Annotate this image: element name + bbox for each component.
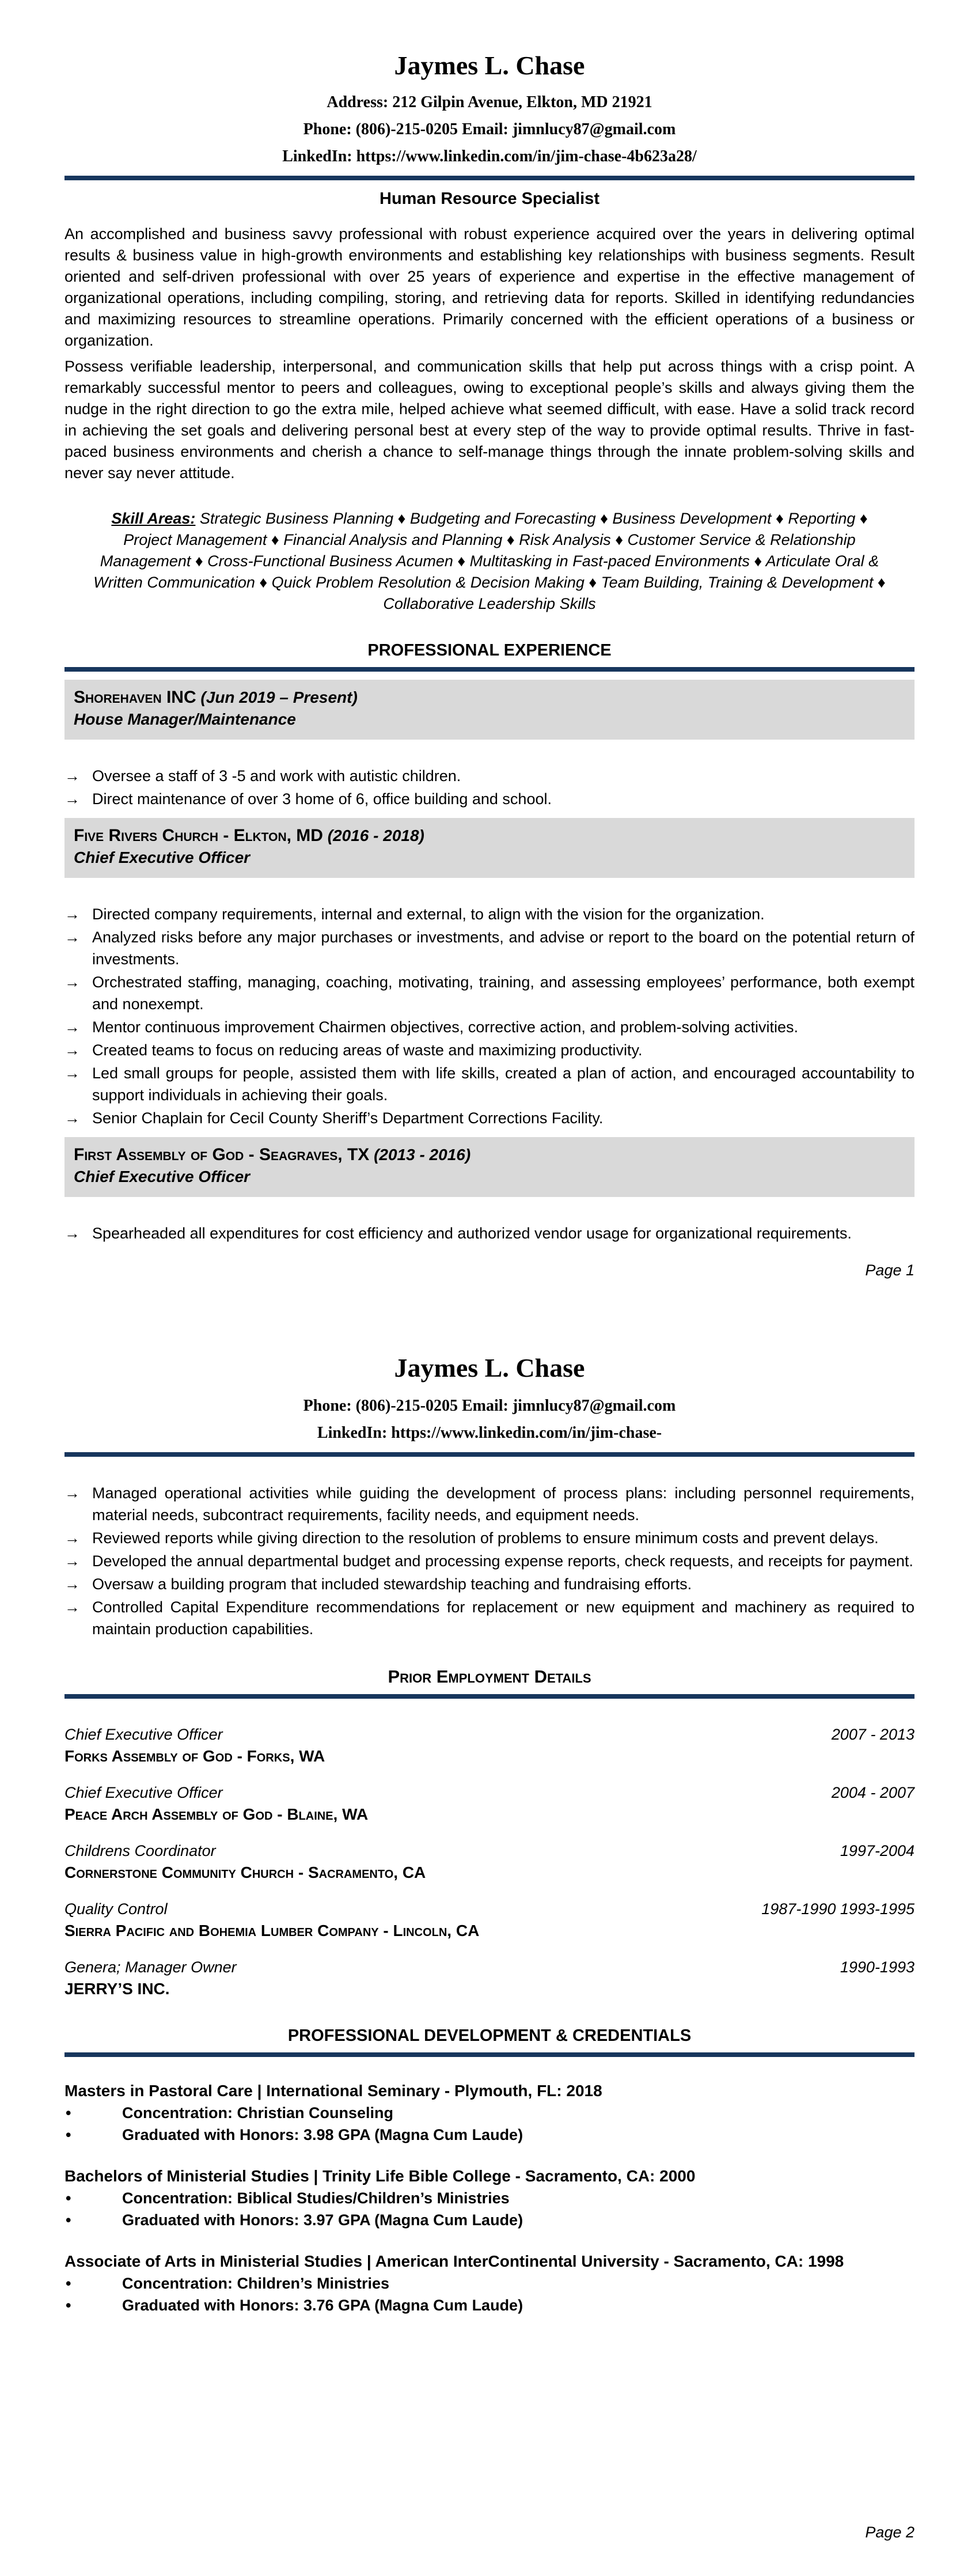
- skill-areas-block: [64, 508, 915, 615]
- education-degree: Associate of Arts in Ministerial Studies | American InterContinental University - Sacramento, CA: 1998: [64, 2252, 844, 2270]
- education-bullet: [64, 2187, 915, 2209]
- section-header-prior-employment: Prior Employment Details: [388, 1666, 591, 1687]
- experience-job-title: House Manager/Maintenance: [74, 710, 296, 728]
- experience-bullet-list: [64, 765, 915, 810]
- experience-company: Shorehaven INC: [74, 688, 196, 707]
- experience-bullet: [64, 1573, 915, 1595]
- education-entry: [64, 2165, 915, 2231]
- education-bullet-list: [64, 2187, 915, 2231]
- page2-header-divider-rule: [64, 1452, 915, 1457]
- dot-bullet-icon: •: [66, 2211, 71, 2229]
- experience-entry-header: [64, 1137, 915, 1197]
- section-divider-rule: [64, 667, 915, 672]
- skill-areas-text: Strategic Business Planning ♦ Budgeting and Forecasting ♦ Business Development ♦ Reporting ♦ Project Management ♦ Financial Analysis and Planning ♦ Risk Analysis ♦ Customer Service & Relationship Management ♦ Cross-Functional Business Acumen ♦ Multitasking in Fast-paced Environments ♦ Articulate Oral & Written Communication ♦ Quick Problem Resolution & Decision Making ♦ Team Building, Training & Development ♦ Collaborative Leadership Skills: [93, 510, 886, 612]
- arrow-bullet-icon: →: [64, 1529, 80, 1547]
- section-divider-rule: [64, 2052, 915, 2057]
- prior-job-row: [64, 1840, 915, 1862]
- arrow-bullet-icon: →: [64, 973, 80, 991]
- arrow-bullet-icon: →: [64, 1109, 80, 1127]
- experience-bullet: [64, 1482, 915, 1526]
- header-divider-rule: [64, 176, 915, 180]
- arrow-bullet-icon: →: [64, 1552, 80, 1570]
- dot-bullet-icon: •: [66, 2297, 71, 2314]
- education-bullet: [64, 2294, 915, 2316]
- prior-job-organization: Peace Arch Assembly of God - Blaine, WA: [64, 1805, 369, 1823]
- summary-paragraph: Possess verifiable leadership, interpersonal, and communication skills that help put across things with a crisp point. A remarkably successful mentor to peers and colleagues, owing to exceptional people’s skills and always giving them the nudge in the right direction to go the extra mile, helped achieve what seemed difficult, with ease. Have a solid track record in achieving the set goals and delivering personal best at every step of the way to provide optimal results. Thrive in fast-paced business environments and cherish a chance to self-manage things through the innate problem-solving skills and never say never attitude.: [64, 358, 915, 482]
- education-list: [64, 2080, 915, 2316]
- arrow-bullet-icon: →: [64, 906, 80, 923]
- prior-job-dates: 2007 - 2013: [831, 1726, 915, 1743]
- education-degree: Bachelors of Ministerial Studies | Trinity Life Bible College - Sacramento, CA: 2000: [64, 2167, 696, 2185]
- arrow-bullet-icon: →: [64, 790, 80, 808]
- experience-entry-header: [64, 680, 915, 740]
- prior-job-dates: 1997-2004: [840, 1842, 915, 1859]
- experience-company-line: [74, 1144, 905, 1166]
- prior-job-title: Childrens Coordinator: [64, 1842, 216, 1859]
- section-header-professional-experience: PROFESSIONAL EXPERIENCE: [367, 641, 612, 660]
- experience-bullet-text: Senior Chaplain for Cecil County Sheriff’s Department Corrections Facility.: [92, 1109, 604, 1127]
- skill-areas-label: Skill Areas:: [111, 510, 196, 527]
- education-bullet-text: Graduated with Honors: 3.97 GPA (Magna Cum Laude): [122, 2211, 523, 2229]
- experience-list: [64, 680, 915, 1244]
- prior-job-row: [64, 1724, 915, 1745]
- arrow-bullet-icon: →: [64, 1225, 80, 1242]
- education-bullet: [64, 2124, 915, 2146]
- experience-bullet-text: Developed the annual departmental budget and processing expense reports, check requests, and receipts for payment.: [92, 1552, 913, 1570]
- education-degree: Masters in Pastoral Care | International Seminary - Plymouth, FL: 2018: [64, 2082, 602, 2100]
- experience-bullet-text: Mentor continuous improvement Chairmen objectives, corrective action, and problem-solving activities.: [92, 1018, 799, 1036]
- prior-job-row: [64, 1899, 915, 1920]
- arrow-bullet-icon: →: [64, 929, 80, 946]
- prior-job-title: Chief Executive Officer: [64, 1726, 223, 1743]
- prior-job-row: [64, 1957, 915, 1978]
- arrow-bullet-icon: →: [64, 1575, 80, 1593]
- experience-bullet: [64, 1596, 915, 1640]
- experience-dates: (Jun 2019 – Present): [200, 688, 358, 706]
- experience-dates: (2016 - 2018): [327, 827, 424, 844]
- page1-name: Jaymes L. Chase: [394, 51, 585, 80]
- education-bullet: [64, 2272, 915, 2294]
- experience-bullet-text: Direct maintenance of over 3 home of 6, office building and school.: [92, 790, 552, 808]
- experience-bullet: [64, 926, 915, 970]
- experience-bullet-text: Directed company requirements, internal and external, to align with the vision for the organization.: [92, 906, 765, 923]
- prior-job-dates: 1990-1993: [840, 1958, 915, 1976]
- experience-bullet-text: Oversaw a building program that included stewardship teaching and fundraising efforts.: [92, 1575, 692, 1593]
- experience-job-title: Chief Executive Officer: [74, 848, 251, 866]
- experience-bullet: [64, 971, 915, 1015]
- page-break-gap: [64, 1279, 915, 1353]
- page2-phone-email-line: Phone: (806)-215-0205 Email: jimnlucy87@gmail.com: [303, 1397, 676, 1415]
- education-bullet: [64, 2102, 915, 2124]
- education-bullet-text: Graduated with Honors: 3.76 GPA (Magna Cum Laude): [122, 2297, 523, 2314]
- education-entry: [64, 2251, 915, 2316]
- experience-company-line: [74, 825, 905, 847]
- experience-bullet-text: Reviewed reports while giving direction to the resolution of problems to ensure minimum costs and prevent delays.: [92, 1529, 879, 1547]
- prior-job-title: Chief Executive Officer: [64, 1784, 223, 1801]
- prior-job-organization: Sierra Pacific and Bohemia Lumber Company - Lincoln, CA: [64, 1922, 480, 1939]
- dot-bullet-icon: •: [66, 2189, 71, 2207]
- section-header-credentials: PROFESSIONAL DEVELOPMENT & CREDENTIALS: [287, 2026, 692, 2045]
- summary-paragraph: An accomplished and business savvy professional with robust experience acquired over the years in delivering optimal results & business value in high-growth environments and establishing key relationships with business segments. Result oriented and self-driven professional with over 25 years of experience and expertise in the effective management of organizational operations, including compiling, storing, and retrieving data for reports. Skilled in identifying redundancies and maximizing resources to streamline operations. Primarily concerned with the efficient operations of a business or organization.: [64, 225, 915, 349]
- section-divider-rule: [64, 1694, 915, 1699]
- experience-bullet: [64, 1527, 915, 1549]
- experience-bullet: [64, 765, 915, 787]
- prior-job-dates: 1987-1990 1993-1995: [761, 1900, 915, 1918]
- page1-phone-email-line: Phone: (806)-215-0205 Email: jimnlucy87@gmail.com: [303, 120, 676, 138]
- experience-bullet-text: Controlled Capital Expenditure recommendations for replacement or new equipment and machinery as required to maintain production capabilities.: [92, 1598, 915, 1638]
- prior-job-entry: [64, 1899, 915, 1942]
- experience-bullet-list: [64, 903, 915, 1129]
- prior-job-organization: Cornerstone Community Church - Sacramento, CA: [64, 1863, 426, 1881]
- dot-bullet-icon: •: [66, 2126, 71, 2143]
- page1-address-line: Address: 212 Gilpin Avenue, Elkton, MD 21921: [327, 93, 652, 111]
- education-bullet: [64, 2209, 915, 2231]
- prior-job-entry: [64, 1782, 915, 1825]
- prior-job-organization: JERRY’S INC.: [64, 1980, 170, 1998]
- education-entry: [64, 2080, 915, 2146]
- role-title: Human Resource Specialist: [380, 190, 599, 208]
- experience-bullet: [64, 903, 915, 925]
- arrow-bullet-icon: →: [64, 1065, 80, 1082]
- experience-bullet: [64, 1107, 915, 1129]
- experience-bullet-list: [64, 1222, 915, 1244]
- experience-bullet: [64, 1039, 915, 1061]
- page2-linkedin-line: LinkedIn: https://www.linkedin.com/in/jim-chase-: [317, 1424, 662, 1442]
- experience-bullet: [64, 1016, 915, 1038]
- experience-bullet: [64, 1550, 915, 1572]
- prior-job-row: [64, 1782, 915, 1804]
- page1-footer-label: Page 1: [865, 1262, 915, 1279]
- experience-entry-header: [64, 818, 915, 878]
- prior-job-title: Genera; Manager Owner: [64, 1958, 237, 1976]
- experience-job-title: Chief Executive Officer: [74, 1168, 251, 1185]
- experience-bullet-text: Led small groups for people, assisted them with life skills, created a plan of action, and encouraged accountability to support individuals in achieving their goals.: [92, 1065, 915, 1104]
- prior-job-entry: [64, 1724, 915, 1767]
- experience-company: Five Rivers Church - Elkton, MD: [74, 826, 323, 845]
- prior-job-title: Quality Control: [64, 1900, 168, 1918]
- arrow-bullet-icon: →: [64, 1041, 80, 1059]
- prior-job-entry: [64, 1957, 915, 2000]
- arrow-bullet-icon: →: [64, 767, 80, 785]
- arrow-bullet-icon: →: [64, 1484, 80, 1502]
- continued-experience-bullets: [64, 1482, 915, 1640]
- experience-bullet-text: Analyzed risks before any major purchases or investments, and advise or report to the board on the potential return of investments.: [92, 929, 915, 968]
- arrow-bullet-icon: →: [64, 1018, 80, 1036]
- page1-linkedin-line: LinkedIn: https://www.linkedin.com/in/jim-chase-4b623a28/: [282, 147, 697, 165]
- prior-job-entry: [64, 1840, 915, 1884]
- prior-job-organization: Forks Assembly of God - Forks, WA: [64, 1747, 325, 1765]
- experience-bullet-text: Oversee a staff of 3 -5 and work with autistic children.: [92, 767, 461, 785]
- experience-bullet-text: Managed operational activities while guiding the development of process plans: including personnel requirements, material needs, subcontract requirements, facility needs, and equipment needs.: [92, 1484, 915, 1524]
- dot-bullet-icon: •: [66, 2104, 71, 2122]
- education-bullet-text: Graduated with Honors: 3.98 GPA (Magna Cum Laude): [122, 2126, 523, 2143]
- experience-bullet-text: Created teams to focus on reducing areas of waste and maximizing productivity.: [92, 1041, 643, 1059]
- education-bullet-text: Concentration: Children’s Ministries: [122, 2275, 390, 2292]
- education-bullet-text: Concentration: Christian Counseling: [122, 2104, 394, 2122]
- education-bullet-list: [64, 2102, 915, 2146]
- dot-bullet-icon: •: [66, 2275, 71, 2292]
- education-bullet-text: Concentration: Biblical Studies/Children’s Ministries: [122, 2189, 510, 2207]
- experience-bullet-text: Spearheaded all expenditures for cost efficiency and authorized vendor usage for organizational requirements.: [92, 1225, 852, 1242]
- prior-employment-list: [64, 1724, 915, 2000]
- experience-bullet: [64, 1222, 915, 1244]
- experience-company: First Assembly of God - Seagraves, TX: [74, 1145, 370, 1164]
- prior-job-dates: 2004 - 2007: [831, 1784, 915, 1801]
- experience-bullet: [64, 788, 915, 810]
- page2-name: Jaymes L. Chase: [394, 1353, 585, 1382]
- arrow-bullet-icon: →: [64, 1598, 80, 1616]
- experience-company-line: [74, 687, 905, 709]
- page2-footer-label: Page 2: [865, 2524, 915, 2541]
- experience-bullet-text: Orchestrated staffing, managing, coaching, motivating, training, and assessing employees’ performance, both exempt and nonexempt.: [92, 973, 915, 1013]
- experience-bullet: [64, 1062, 915, 1106]
- education-bullet-list: [64, 2272, 915, 2316]
- experience-dates: (2013 - 2016): [374, 1146, 471, 1164]
